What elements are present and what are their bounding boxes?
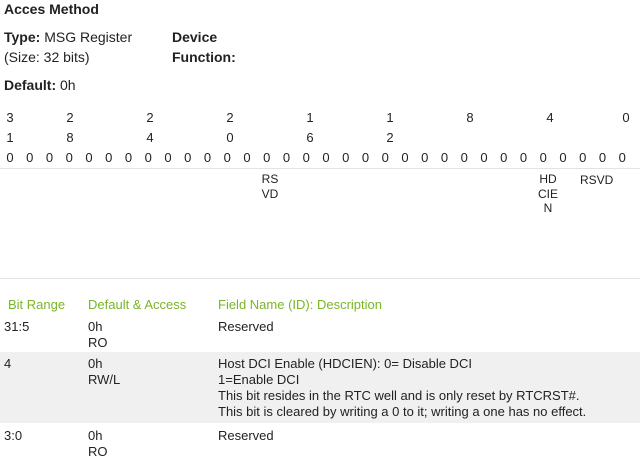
- description-line: This bit resides in the RTC well and is only reset by RTCRST#.: [218, 388, 580, 403]
- description-line: Reserved: [218, 428, 274, 443]
- device-function: [172, 27, 236, 67]
- field-name-hdcien: HDCIEN: [538, 172, 559, 215]
- description-line: 1=Enable DCI: [218, 372, 300, 387]
- table-header: [0, 296, 640, 314]
- default-access: [88, 428, 108, 460]
- bit-value-25: 0: [124, 150, 133, 165]
- page-title: Acces Method: [4, 1, 99, 17]
- bit-position-12-top: 1: [386, 110, 394, 125]
- type-label: Type:: [4, 29, 41, 45]
- type-value: MSG Register: [44, 29, 133, 45]
- bit-position-12-bottom: 2: [386, 130, 394, 145]
- access-type: RW/L: [88, 372, 121, 387]
- bit-value-9: 0: [440, 150, 449, 165]
- default-value: 0h: [88, 356, 103, 371]
- bit-position-24-bottom: 4: [146, 130, 154, 145]
- bit-value-13: 0: [361, 150, 370, 165]
- bit-value-20: 0: [223, 150, 231, 165]
- bit-value-27: 0: [85, 150, 93, 165]
- bit-value-19: 0: [243, 150, 251, 165]
- description-line: This bit is cleared by writing a 0 to it; writing a one has no effect.: [218, 404, 587, 419]
- default-access: [88, 356, 120, 388]
- default-access: [88, 319, 108, 351]
- bit-row-separator: [0, 168, 640, 169]
- device-label: Device: [172, 29, 218, 45]
- bit-value-16: 0: [302, 150, 310, 165]
- bit-position-20-top: 2: [226, 110, 234, 125]
- default-value: 0h: [88, 319, 103, 334]
- bit-value-2: 0: [579, 150, 587, 165]
- bit-value-10: 0: [421, 150, 429, 165]
- default-label: Default:: [4, 77, 57, 93]
- bit-value-23: 0: [164, 150, 172, 165]
- bit-value-4: 0: [539, 150, 547, 165]
- register-type: [4, 27, 132, 67]
- bit-value-21: 0: [203, 150, 212, 165]
- description-line: Host DCI Enable (HDCIEN): 0= Disable DCI: [218, 356, 472, 371]
- bit-value-24: 0: [144, 150, 152, 165]
- bit-value-6: 0: [500, 150, 508, 165]
- default-value: 0h: [60, 77, 76, 93]
- table-row: [0, 351, 640, 423]
- table-row: [0, 314, 640, 351]
- bit-value-8: 0: [460, 150, 468, 165]
- register-default: [4, 75, 76, 95]
- bit-value-7: 0: [480, 150, 488, 165]
- bit-value-26: 0: [105, 150, 113, 165]
- bit-position-20-bottom: 0: [226, 130, 234, 145]
- bit-position-31-bottom: 1: [6, 130, 14, 145]
- bit-value-3: 0: [559, 150, 567, 165]
- bit-range: 4: [4, 356, 12, 371]
- bit-value-18: 0: [263, 150, 271, 165]
- bit-position-28-bottom: 8: [66, 130, 74, 145]
- bit-value-28: 0: [65, 150, 73, 165]
- bit-value-0: 0: [618, 150, 626, 165]
- bit-position-0-top: 0: [622, 110, 630, 125]
- bit-range: 3:0: [4, 428, 23, 443]
- register-size: (Size: 32 bits): [4, 49, 90, 65]
- bit-position-8-top: 8: [466, 110, 474, 125]
- bit-value-12: 0: [381, 150, 389, 165]
- bit-value-31: 0: [6, 150, 14, 165]
- bit-value-11: 0: [401, 150, 409, 165]
- bit-value-29: 0: [45, 150, 54, 165]
- field-description: [218, 356, 636, 420]
- bit-value-17: 0: [282, 150, 291, 165]
- bit-value-1: 0: [598, 150, 607, 165]
- bit-position-28-top: 2: [66, 110, 74, 125]
- access-type: RO: [88, 444, 108, 459]
- field-description: [218, 428, 636, 444]
- bit-value-22: 0: [184, 150, 192, 165]
- bit-diagram: [0, 108, 640, 279]
- default-value: 0h: [88, 428, 103, 443]
- bit-position-4-top: 4: [546, 110, 554, 125]
- function-label: Function:: [172, 49, 236, 65]
- bit-range: 31:5: [4, 319, 30, 334]
- bit-position-16-top: 1: [306, 110, 314, 125]
- bit-value-30: 0: [26, 150, 34, 165]
- field-description: [218, 319, 636, 335]
- access-type: RO: [88, 335, 108, 350]
- column-header-bit-range: Bit Range: [8, 297, 66, 312]
- bit-position-24-top: 2: [146, 110, 154, 125]
- table-row: [0, 423, 640, 462]
- field-name-rsvd-upper: RSVD: [261, 172, 279, 201]
- column-header-description: Field Name (ID): Description: [218, 297, 382, 312]
- field-description-table: [0, 296, 640, 462]
- bit-value-15: 0: [322, 150, 330, 165]
- bit-value-5: 0: [519, 150, 528, 165]
- bit-value-14: 0: [342, 150, 350, 165]
- bit-position-16-bottom: 6: [306, 130, 314, 145]
- bit-position-31-top: 3: [6, 110, 14, 125]
- description-line: Reserved: [218, 319, 274, 334]
- field-name-rsvd-lower: RSVD: [580, 173, 614, 187]
- column-header-default-access: Default & Access: [88, 297, 187, 312]
